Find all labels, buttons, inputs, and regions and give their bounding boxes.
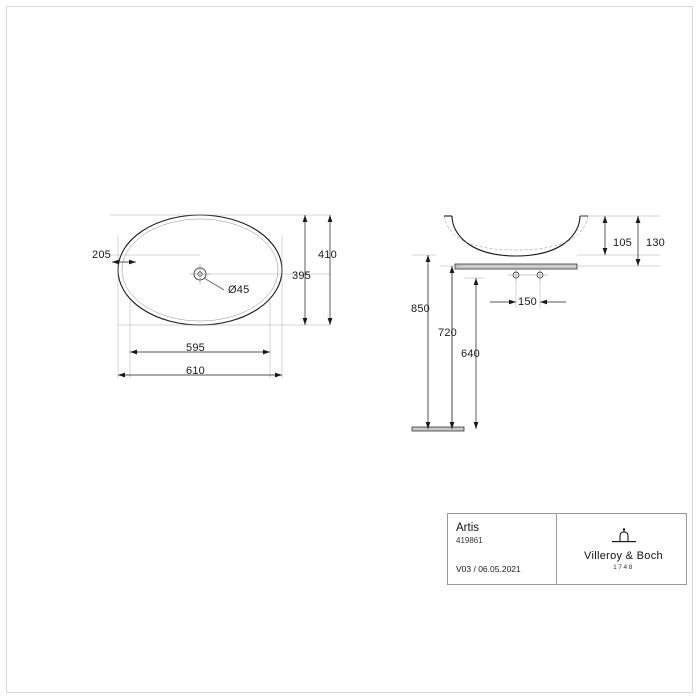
title-block-left xyxy=(456,522,551,546)
dim-640: 640 xyxy=(461,348,480,360)
dim-720: 720 xyxy=(438,327,457,339)
revision-date: V03 / 06.05.2021 xyxy=(456,564,521,574)
dim-diameter-45: Ø45 xyxy=(228,284,250,296)
dim-850: 850 xyxy=(411,303,430,315)
brand-block xyxy=(566,528,681,571)
title-block-divider xyxy=(556,514,557,584)
product-code: 419861 xyxy=(456,536,483,545)
product-name: Artis xyxy=(456,522,479,534)
brand-name: Villeroy & Boch xyxy=(584,550,663,562)
title-block xyxy=(447,513,687,585)
dim-610: 610 xyxy=(186,365,205,377)
dim-205: 205 xyxy=(92,249,111,261)
dim-395: 395 xyxy=(292,270,311,282)
dim-595: 595 xyxy=(186,342,205,354)
dim-410: 410 xyxy=(318,249,337,261)
dim-150: 150 xyxy=(518,296,537,308)
brand-year: 1748 xyxy=(613,564,634,571)
brand-logo-icon xyxy=(611,528,637,546)
dim-105: 105 xyxy=(613,237,632,249)
dim-130: 130 xyxy=(646,237,665,249)
